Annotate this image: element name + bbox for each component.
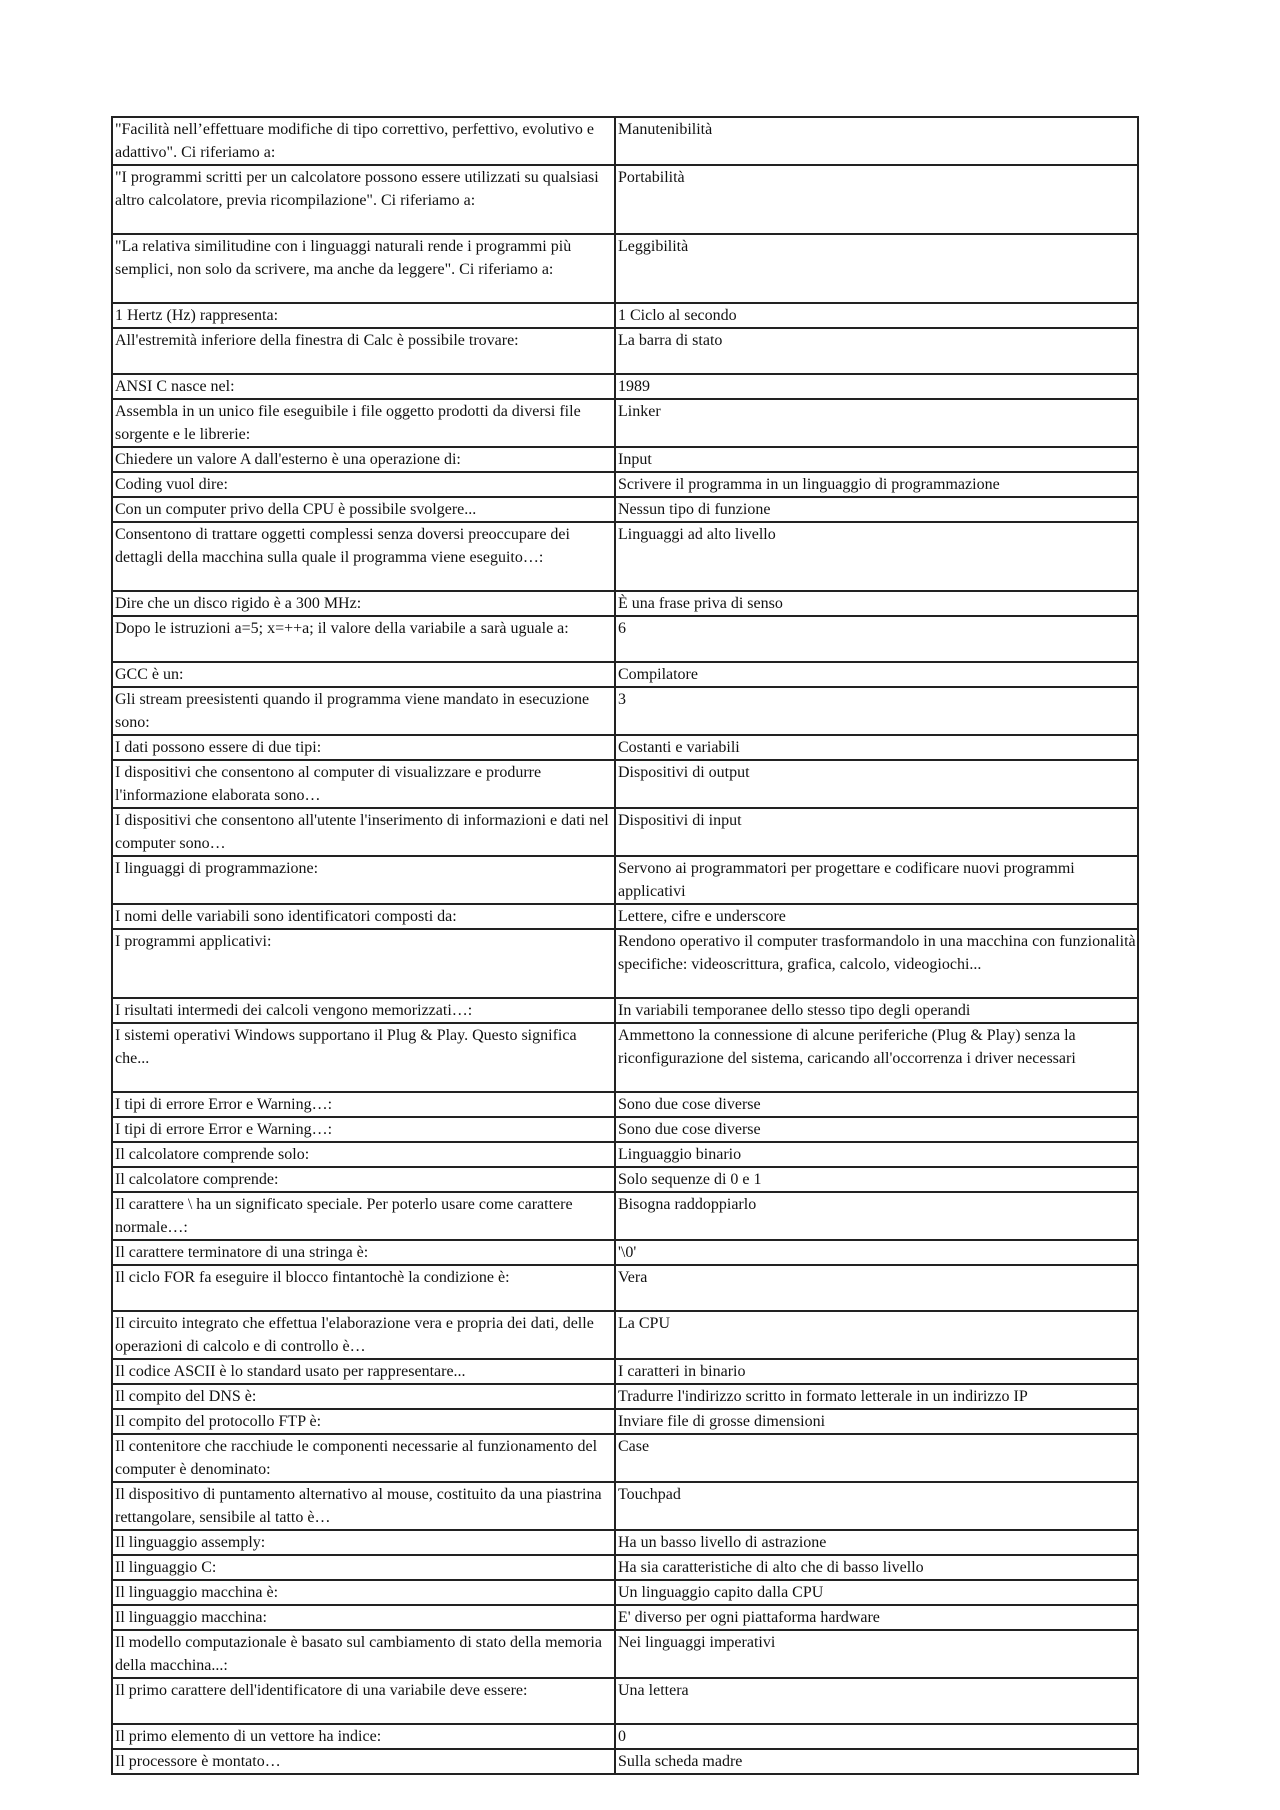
answer-cell: La barra di stato (615, 328, 1138, 374)
question-cell: Il calcolatore comprende solo: (112, 1142, 615, 1167)
question-cell: ANSI C nasce nel: (112, 374, 615, 399)
question-cell: I tipi di errore Error e Warning…: (112, 1117, 615, 1142)
answer-cell: Nessun tipo di funzione (615, 497, 1138, 522)
question-cell: Dire che un disco rigido è a 300 MHz: (112, 591, 615, 616)
table-row (112, 591, 1138, 616)
table-row (112, 1749, 1138, 1774)
question-cell: I programmi applicativi: (112, 929, 615, 998)
answer-cell: Costanti e variabili (615, 735, 1138, 760)
answer-cell: 6 (615, 616, 1138, 662)
question-cell: I nomi delle variabili sono identificatori composti da: (112, 904, 615, 929)
quiz-sheet (111, 116, 1137, 1775)
question-cell: I tipi di errore Error e Warning…: (112, 1092, 615, 1117)
table-row (112, 760, 1138, 808)
answer-cell: 1 Ciclo al secondo (615, 303, 1138, 328)
table-row (112, 1409, 1138, 1434)
question-cell: Assembla in un unico file eseguibile i file oggetto prodotti da diversi file sorgente e le librerie: (112, 399, 615, 447)
question-cell: 1 Hertz (Hz) rappresenta: (112, 303, 615, 328)
quiz-table-body (112, 117, 1138, 1774)
table-row (112, 234, 1138, 303)
answer-cell: I caratteri in binario (615, 1359, 1138, 1384)
question-cell: "I programmi scritti per un calcolatore possono essere utilizzati su qualsiasi altro calcolatore, previa ricompilazione". Ci riferiamo a: (112, 165, 615, 234)
question-cell: All'estremità inferiore della finestra di Calc è possibile trovare: (112, 328, 615, 374)
table-row (112, 904, 1138, 929)
answer-cell: Sono due cose diverse (615, 1117, 1138, 1142)
question-cell: Il calcolatore comprende: (112, 1167, 615, 1192)
table-row (112, 328, 1138, 374)
answer-cell: 3 (615, 687, 1138, 735)
question-cell: Il primo elemento di un vettore ha indice: (112, 1724, 615, 1749)
question-cell: Coding vuol dire: (112, 472, 615, 497)
table-row (112, 374, 1138, 399)
answer-cell: Lettere, cifre e underscore (615, 904, 1138, 929)
table-row (112, 1434, 1138, 1482)
answer-cell: Linguaggio binario (615, 1142, 1138, 1167)
question-cell: "La relativa similitudine con i linguaggi naturali rende i programmi più semplici, non solo da scrivere, ma anche da leggere". Ci riferiamo a: (112, 234, 615, 303)
table-row (112, 1482, 1138, 1530)
table-row (112, 998, 1138, 1023)
question-cell: Il linguaggio macchina è: (112, 1580, 615, 1605)
answer-cell: Case (615, 1434, 1138, 1482)
table-row (112, 472, 1138, 497)
table-row (112, 497, 1138, 522)
question-cell: I dati possono essere di due tipi: (112, 735, 615, 760)
answer-cell: Vera (615, 1265, 1138, 1311)
table-row (112, 1359, 1138, 1384)
answer-cell: Nei linguaggi imperativi (615, 1630, 1138, 1678)
question-cell: Il linguaggio macchina: (112, 1605, 615, 1630)
answer-cell: Linguaggi ad alto livello (615, 522, 1138, 591)
question-cell: I dispositivi che consentono al computer di visualizzare e produrre l'informazione elaborata sono… (112, 760, 615, 808)
table-row (112, 1630, 1138, 1678)
table-row (112, 1167, 1138, 1192)
table-row (112, 1605, 1138, 1630)
question-cell: Il dispositivo di puntamento alternativo al mouse, costituito da una piastrina rettangolare, sensibile al tatto è… (112, 1482, 615, 1530)
answer-cell: Bisogna raddoppiarlo (615, 1192, 1138, 1240)
answer-cell: Ammettono la connessione di alcune periferiche (Plug & Play) senza la riconfigurazione del sistema, caricando all'occorrenza i driver necessari (615, 1023, 1138, 1092)
question-cell: Con un computer privo della CPU è possibile svolgere... (112, 497, 615, 522)
table-row (112, 856, 1138, 904)
question-cell: I dispositivi che consentono all'utente l'inserimento di informazioni e dati nel computer sono… (112, 808, 615, 856)
question-cell: Il ciclo FOR fa eseguire il blocco fintantochè la condizione è: (112, 1265, 615, 1311)
answer-cell: In variabili temporanee dello stesso tipo degli operandi (615, 998, 1138, 1023)
table-row (112, 303, 1138, 328)
answer-cell: Tradurre l'indirizzo scritto in formato letterale in un indirizzo IP (615, 1384, 1138, 1409)
answer-cell: Scrivere il programma in un linguaggio di programmazione (615, 472, 1138, 497)
table-row (112, 662, 1138, 687)
question-cell: Il circuito integrato che effettua l'elaborazione vera e propria dei dati, delle operazioni di calcolo e di controllo è… (112, 1311, 615, 1359)
answer-cell: Input (615, 447, 1138, 472)
question-cell: Il compito del DNS è: (112, 1384, 615, 1409)
table-row (112, 687, 1138, 735)
answer-cell: E' diverso per ogni piattaforma hardware (615, 1605, 1138, 1630)
answer-cell: Manutenibilità (615, 117, 1138, 165)
table-row (112, 808, 1138, 856)
answer-cell: Linker (615, 399, 1138, 447)
answer-cell: Ha sia caratteristiche di alto che di basso livello (615, 1555, 1138, 1580)
question-cell: Chiedere un valore A dall'esterno è una operazione di: (112, 447, 615, 472)
answer-cell: La CPU (615, 1311, 1138, 1359)
question-cell: Il primo carattere dell'identificatore di una variabile deve essere: (112, 1678, 615, 1724)
question-cell: GCC è un: (112, 662, 615, 687)
table-row (112, 1555, 1138, 1580)
answer-cell: Inviare file di grosse dimensioni (615, 1409, 1138, 1434)
answer-cell: Touchpad (615, 1482, 1138, 1530)
question-cell: Il contenitore che racchiude le componenti necessarie al funzionamento del computer è denominato: (112, 1434, 615, 1482)
answer-cell: È una frase priva di senso (615, 591, 1138, 616)
answer-cell: Una lettera (615, 1678, 1138, 1724)
table-row (112, 1142, 1138, 1167)
question-cell: Consentono di trattare oggetti complessi senza doversi preoccupare dei dettagli della macchina sulla quale il programma viene eseguito…: (112, 522, 615, 591)
answer-cell: Ha un basso livello di astrazione (615, 1530, 1138, 1555)
table-row (112, 1724, 1138, 1749)
table-row (112, 1240, 1138, 1265)
answer-cell: Sulla scheda madre (615, 1749, 1138, 1774)
table-row (112, 522, 1138, 591)
question-cell: Il linguaggio assemply: (112, 1530, 615, 1555)
question-cell: Il codice ASCII è lo standard usato per rappresentare... (112, 1359, 615, 1384)
answer-cell: Dispositivi di input (615, 808, 1138, 856)
answer-cell: Portabilità (615, 165, 1138, 234)
question-cell: I linguaggi di programmazione: (112, 856, 615, 904)
answer-cell: Compilatore (615, 662, 1138, 687)
table-row (112, 929, 1138, 998)
table-row (112, 1384, 1138, 1409)
table-row (112, 1117, 1138, 1142)
answer-cell: 1989 (615, 374, 1138, 399)
table-row (112, 1092, 1138, 1117)
table-row (112, 1530, 1138, 1555)
answer-cell: Un linguaggio capito dalla CPU (615, 1580, 1138, 1605)
table-row (112, 616, 1138, 662)
question-cell: Il modello computazionale è basato sul cambiamento di stato della memoria della macchina...: (112, 1630, 615, 1678)
question-cell: I sistemi operativi Windows supportano il Plug & Play. Questo significa che... (112, 1023, 615, 1092)
question-cell: I risultati intermedi dei calcoli vengono memorizzati…: (112, 998, 615, 1023)
table-row (112, 399, 1138, 447)
question-cell: Gli stream preesistenti quando il programma viene mandato in esecuzione sono: (112, 687, 615, 735)
answer-cell: Servono ai programmatori per progettare e codificare nuovi programmi applicativi (615, 856, 1138, 904)
answer-cell: Rendono operativo il computer trasformandolo in una macchina con funzionalità specifiche: videoscrittura, grafica, calcolo, videogiochi... (615, 929, 1138, 998)
question-cell: Il carattere \ ha un significato speciale. Per poterlo usare come carattere normale…: (112, 1192, 615, 1240)
answer-cell: 0 (615, 1724, 1138, 1749)
table-row (112, 1580, 1138, 1605)
table-row (112, 735, 1138, 760)
answer-cell: Leggibilità (615, 234, 1138, 303)
table-row (112, 1192, 1138, 1240)
question-cell: Dopo le istruzioni a=5; x=++a; il valore della variabile a sarà uguale a: (112, 616, 615, 662)
answer-cell: Solo sequenze di 0 e 1 (615, 1167, 1138, 1192)
question-cell: Il compito del protocollo FTP è: (112, 1409, 615, 1434)
question-cell: "Facilità nell’effettuare modifiche di tipo correttivo, perfettivo, evolutivo e adattivo". Ci riferiamo a: (112, 117, 615, 165)
answer-cell: Dispositivi di output (615, 760, 1138, 808)
table-row (112, 447, 1138, 472)
table-row (112, 165, 1138, 234)
table-row (112, 1311, 1138, 1359)
table-row (112, 1678, 1138, 1724)
table-row (112, 117, 1138, 165)
question-cell: Il processore è montato… (112, 1749, 615, 1774)
question-cell: Il linguaggio C: (112, 1555, 615, 1580)
answer-cell: '\0' (615, 1240, 1138, 1265)
answer-cell: Sono due cose diverse (615, 1092, 1138, 1117)
table-row (112, 1023, 1138, 1092)
quiz-table (111, 116, 1139, 1775)
table-row (112, 1265, 1138, 1311)
question-cell: Il carattere terminatore di una stringa è: (112, 1240, 615, 1265)
